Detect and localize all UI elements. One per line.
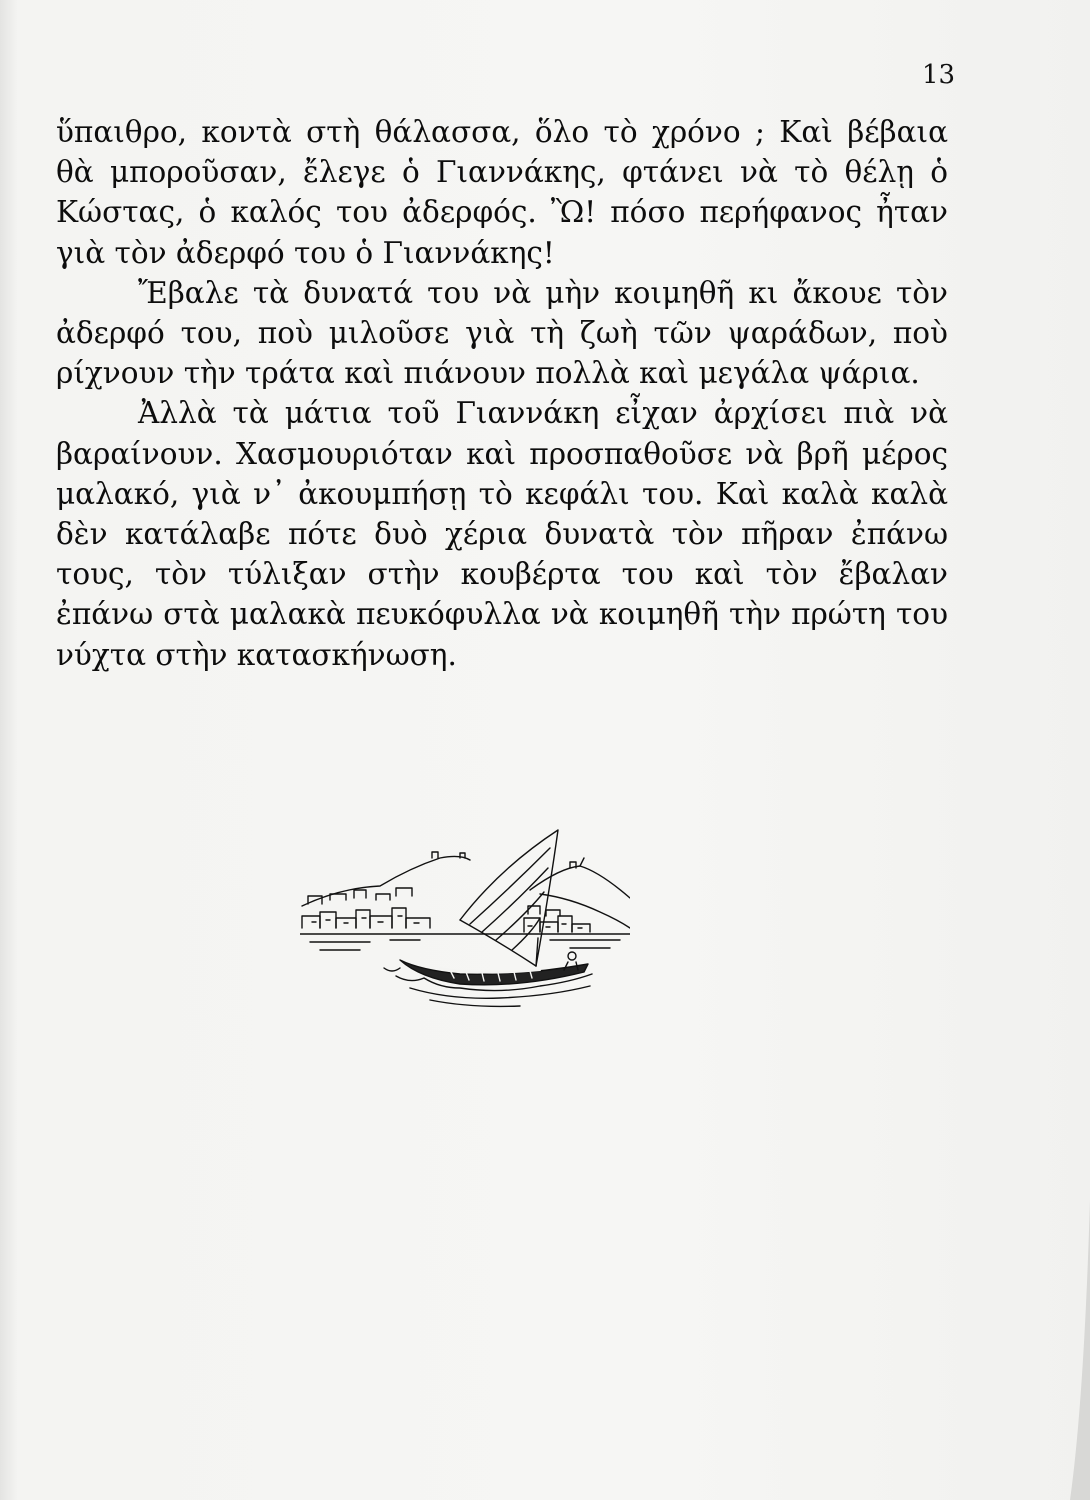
page-number: 13 [922,60,956,90]
page-edge-shadow [1030,1200,1090,1500]
paragraph-3: Ἀλλὰ τὰ μάτια τοῦ Γιαννάκη εἶχαν ἀρχίσει πιὰ νὰ βαραίνουν. Χασμουριόταν καὶ προσπαθοῦσε νὰ βρῆ μέρος μαλακό, γιὰ ν᾿ ἀκουμπήσῃ τὸ κεφάλι του. Καὶ καλὰ καλὰ δὲν κατάλαβε πότε δυὸ χέρια δυνατὰ τὸν πῆραν ἐπάνω τους, τὸν τύλιξαν στὴν κουβέρτα του καὶ τὸν ἔβαλαν ἐπάνω στὰ μαλακὰ πευκόφυλλα νὰ κοιμηθῆ τὴν πρώτη του νύχτα στὴν κατασκήνωση. [56,396,948,672]
body-text [56,112,948,675]
paragraph-1: ὕπαιθρο, κοντὰ στὴ θάλασσα, ὅλο τὸ χρόνο ; Καὶ βέβαια θὰ μποροῦσαν, ἔλεγε ὁ Γιαννάκης, φτάνει νὰ τὸ θέλῃ ὁ Κώστας, ὁ καλός του ἀδερφός. Ὢ! πόσο περήφανος ἦταν γιὰ τὸν ἀδερφό του ὁ Γιαννάκης! [56,115,948,270]
paragraph-2: Ἔβαλε τὰ δυνατά του νὰ μὴν κοιμηθῆ κι ἄκουε τὸν ἀδερφό του, ποὺ μιλοῦσε γιὰ τὴ ζωὴ τῶν ψαράδων, ποὺ ρίχνουν τὴν τράτα καὶ πιάνουν πολλὰ καὶ μεγάλα ψάρια. [56,275,948,391]
sailboat-harbor-drawing-icon [300,828,630,1018]
